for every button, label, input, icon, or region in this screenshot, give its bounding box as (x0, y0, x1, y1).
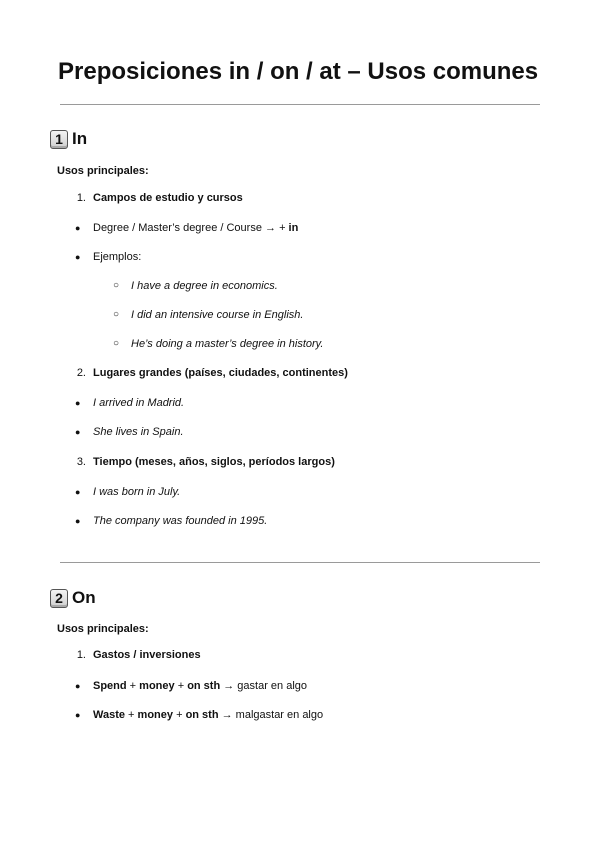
example-text: He’s doing a master’s degree in history. (131, 338, 324, 350)
section-title: In (72, 129, 88, 148)
bullet-icon: ● (75, 516, 81, 526)
list-item-label: Gastos / inversiones (93, 649, 201, 661)
bullet-text: Ejemplos: (93, 251, 142, 263)
bullet-icon: ● (75, 710, 81, 720)
uses-label: Usos principales: (57, 165, 149, 177)
example-text: I have a degree in economics. (131, 280, 278, 292)
bullet-text: Waste + money + on sth → malgastar en algo (93, 709, 324, 721)
divider (60, 562, 540, 563)
keycap-number-two-icon: 2 (50, 589, 68, 608)
uses-label: Usos principales: (57, 623, 149, 635)
bullet-text: Spend + money + on sth → gastar en algo (93, 680, 308, 692)
page-title: Preposiciones in / on / at – Usos comunes (58, 58, 539, 85)
list-item-label: Campos de estudio y cursos (93, 192, 243, 204)
divider (60, 104, 540, 105)
list-number: 3. (76, 456, 86, 468)
example-text: I was born in July. (93, 486, 181, 498)
list-number: 1. (76, 192, 86, 204)
hollow-bullet-icon: ○ (113, 280, 120, 291)
keycap-number-one-icon: 1 (50, 130, 68, 149)
example-text: She lives in Spain. (93, 426, 184, 438)
list-number: 1. (76, 649, 86, 661)
list-item-label: Tiempo (meses, años, siglos, períodos largos) (93, 456, 335, 468)
bullet-icon: ● (75, 681, 81, 691)
section-title: On (72, 588, 96, 607)
bullet-icon: ● (75, 398, 81, 408)
list-item-label: Lugares grandes (países, ciudades, continentes) (93, 367, 348, 379)
example-text: I arrived in Madrid. (93, 397, 185, 409)
bullet-icon: ● (75, 223, 81, 233)
list-number: 2. (76, 367, 86, 379)
bullet-icon: ● (75, 487, 81, 497)
hollow-bullet-icon: ○ (113, 309, 120, 320)
bullet-icon: ● (75, 252, 81, 262)
bullet-icon: ● (75, 427, 81, 437)
example-text: The company was founded in 1995. (93, 515, 268, 527)
hollow-bullet-icon: ○ (113, 338, 120, 349)
example-text: I did an intensive course in English. (131, 309, 304, 321)
section-heading-on (50, 588, 96, 608)
bullet-text: Degree / Master’s degree / Course → + in (93, 222, 299, 234)
section-heading-in (50, 129, 87, 149)
